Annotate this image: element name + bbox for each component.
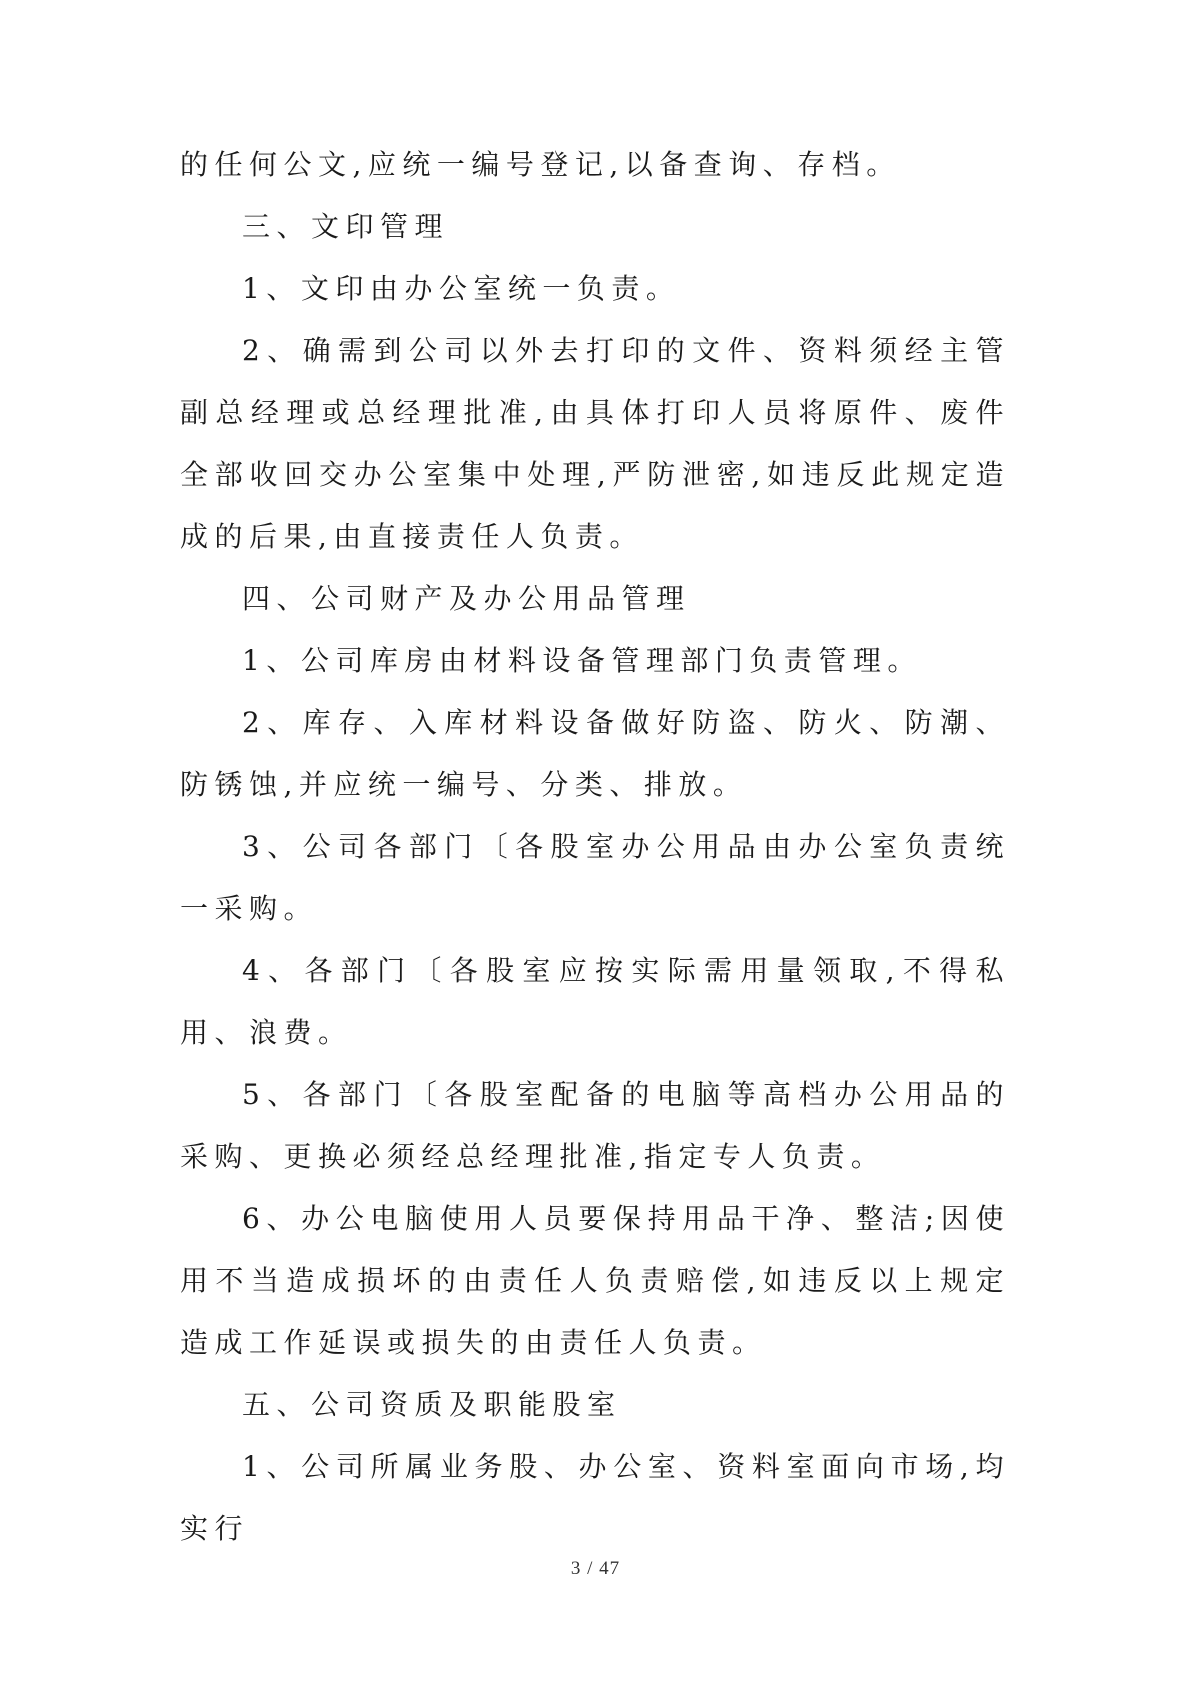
paragraph-property-4: 4、各部门〔各股室应按实际需用量领取,不得私用、浪费。 <box>180 954 1010 1049</box>
paragraph-continuation: 的任何公文,应统一编号登记,以备查询、存档。 <box>180 148 901 181</box>
paragraph-property-2: 2、库存、入库材料设备做好防盗、防火、防潮、防锈蚀,并应统一编号、分类、排放。 <box>180 706 1010 801</box>
section-heading-property: 四、公司财产及办公用品管理 <box>242 582 691 615</box>
paragraph-printing-2: 2、确需到公司以外去打印的文件、资料须经主管副总经理或总经理批准,由具体打印人员将原件、废件全部收回交办公室集中处理,严防泄密,如违反此规定造成的后果,由直接责任人负责。 <box>180 334 1010 553</box>
paragraph-property-5: 5、各部门〔各股室配备的电脑等高档办公用品的采购、更换必须经总经理批准,指定专人负责。 <box>180 1078 1010 1173</box>
paragraph-property-3: 3、公司各部门〔各股室办公用品由办公室负责统一采购。 <box>180 830 1010 925</box>
paragraph-property-1: 1、公司库房由材料设备管理部门负责管理。 <box>242 644 922 677</box>
section-heading-printing: 三、文印管理 <box>242 210 450 243</box>
paragraph-property-6: 6、办公电脑使用人员要保持用品干净、整洁;因使用不当造成损坏的由责任人负责赔偿,如违反以上规定造成工作延误或损失的由责任人负责。 <box>180 1202 1010 1359</box>
section-heading-qualification: 五、公司资质及职能股室 <box>242 1388 622 1421</box>
paragraph-qualification-1: 1、公司所属业务股、办公室、资料室面向市场,均实行 <box>180 1450 1010 1545</box>
page-number: 3 / 47 <box>570 1558 621 1579</box>
document-body <box>180 134 1010 1560</box>
paragraph-printing-1: 1、文印由办公室统一负责。 <box>242 272 681 305</box>
